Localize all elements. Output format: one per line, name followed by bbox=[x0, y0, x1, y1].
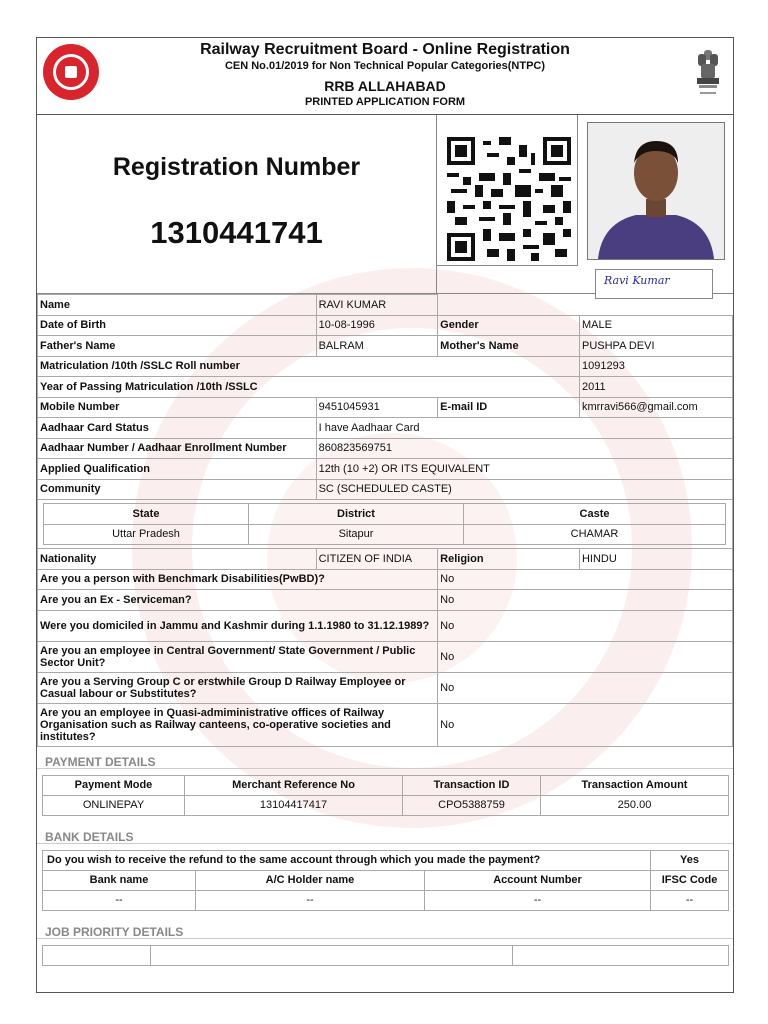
candidate-signature: Ravi Kumar bbox=[595, 269, 713, 299]
district-header: District bbox=[249, 504, 464, 525]
transaction-id-value: CPO5388759 bbox=[403, 795, 541, 815]
bank-table bbox=[42, 850, 729, 911]
answer-ex-serviceman: No bbox=[438, 590, 733, 611]
state-header: State bbox=[44, 504, 249, 525]
answer-railway-employee: No bbox=[438, 672, 733, 703]
table-row bbox=[38, 479, 733, 500]
registration-section bbox=[37, 115, 733, 294]
ifsc-header: IFSC Code bbox=[651, 870, 729, 890]
question-pwbd: Are you a person with Benchmark Disabilities(PwBD)? bbox=[38, 569, 438, 590]
job-priority-cell bbox=[151, 945, 513, 965]
answer-quasi-admin: No bbox=[438, 703, 733, 746]
answer-govt-employee: No bbox=[438, 641, 733, 672]
refund-question: Do you wish to receive the refund to the same account through which you made the payment? bbox=[43, 850, 651, 870]
form-header bbox=[37, 38, 733, 115]
caste-value: CHAMAR bbox=[464, 524, 726, 545]
header-board: RRB ALLAHABAD bbox=[324, 78, 446, 94]
bank-name-header: Bank name bbox=[43, 870, 196, 890]
community-label: Community bbox=[38, 479, 317, 500]
ifsc-value: -- bbox=[651, 890, 729, 910]
dob-value: 10-08-1996 bbox=[316, 315, 438, 336]
gender-value: MALE bbox=[579, 315, 732, 336]
table-row bbox=[38, 356, 733, 377]
question-quasi-admin: Are you an employee in Quasi-admiministrative offices of Railway Organisation such as Railway canteens, co-operative societies and institutes? bbox=[38, 703, 438, 746]
table-row bbox=[38, 418, 733, 439]
ashoka-emblem-icon bbox=[691, 44, 725, 102]
table-row bbox=[38, 672, 733, 703]
location-cell bbox=[38, 500, 733, 549]
merchant-ref-value: 13104417417 bbox=[185, 795, 403, 815]
question-govt-employee: Are you an employee in Central Government/ State Government / Public Sector Unit? bbox=[38, 641, 438, 672]
registration-number: 1310441741 bbox=[150, 215, 323, 250]
refund-answer: Yes bbox=[651, 850, 729, 870]
dob-label: Date of Birth bbox=[38, 315, 317, 336]
empty-cell bbox=[438, 295, 580, 316]
answer-jk-domicile: No bbox=[438, 610, 733, 641]
mother-label: Mother's Name bbox=[438, 336, 580, 357]
holder-name-header: A/C Holder name bbox=[196, 870, 425, 890]
name-value: RAVI KUMAR bbox=[316, 295, 438, 316]
mobile-label: Mobile Number bbox=[38, 397, 317, 418]
bank-name-value: -- bbox=[43, 890, 196, 910]
nationality-value: CITIZEN OF INDIA bbox=[316, 549, 438, 570]
roll-label: Matriculation /10th /SSLC Roll number bbox=[38, 356, 580, 377]
table-row bbox=[38, 610, 733, 641]
holder-name-value: -- bbox=[196, 890, 425, 910]
aadhaar-status-label: Aadhaar Card Status bbox=[38, 418, 317, 439]
account-number-value: -- bbox=[425, 890, 651, 910]
district-value: Sitapur bbox=[249, 524, 464, 545]
table-row bbox=[38, 703, 733, 746]
table-row bbox=[38, 549, 733, 570]
aadhaar-status-value: I have Aadhaar Card bbox=[316, 418, 732, 439]
question-ex-serviceman: Are you an Ex - Serviceman? bbox=[38, 590, 438, 611]
year-label: Year of Passing Matriculation /10th /SSLC bbox=[38, 377, 580, 398]
transaction-amount-header: Transaction Amount bbox=[541, 775, 729, 795]
gender-label: Gender bbox=[438, 315, 580, 336]
nationality-label: Nationality bbox=[38, 549, 317, 570]
payment-section-title: PAYMENT DETAILS bbox=[37, 747, 733, 769]
header-form-type: PRINTED APPLICATION FORM bbox=[304, 96, 466, 108]
roll-value: 1091293 bbox=[579, 356, 732, 377]
header-title: Railway Recruitment Board - Online Registration bbox=[200, 41, 570, 58]
transaction-id-header: Transaction ID bbox=[403, 775, 541, 795]
table-row bbox=[38, 315, 733, 336]
personal-details-table bbox=[37, 294, 733, 747]
table-row bbox=[38, 438, 733, 459]
table-row bbox=[38, 500, 733, 549]
header-notice: CEN No.01/2019 for Non Technical Popular Categories(NTPC) bbox=[224, 60, 546, 72]
name-label: Name bbox=[38, 295, 317, 316]
community-value: SC (SCHEDULED CASTE) bbox=[316, 479, 732, 500]
mother-value: PUSHPA DEVI bbox=[579, 336, 732, 357]
application-form bbox=[36, 37, 734, 993]
table-row bbox=[38, 295, 733, 316]
qr-box bbox=[437, 115, 578, 266]
answer-pwbd: No bbox=[438, 569, 733, 590]
table-row bbox=[38, 569, 733, 590]
state-value: Uttar Pradesh bbox=[44, 524, 249, 545]
email-value: kmrravi566@gmail.com bbox=[579, 397, 732, 418]
qr-code-icon bbox=[447, 137, 571, 261]
job-priority-section-title: JOB PRIORITY DETAILS bbox=[37, 917, 733, 939]
account-number-header: Account Number bbox=[425, 870, 651, 890]
table-row bbox=[38, 397, 733, 418]
aadhaar-value: 860823569751 bbox=[316, 438, 732, 459]
table-row bbox=[38, 590, 733, 611]
merchant-ref-header: Merchant Reference No bbox=[185, 775, 403, 795]
registration-box bbox=[37, 115, 437, 293]
religion-value: HINDU bbox=[579, 549, 732, 570]
email-label: E-mail ID bbox=[438, 397, 580, 418]
payment-mode-header: Payment Mode bbox=[43, 775, 185, 795]
job-priority-cell bbox=[513, 945, 729, 965]
location-table bbox=[43, 503, 726, 545]
aadhaar-label: Aadhaar Number / Aadhaar Enrollment Number bbox=[38, 438, 317, 459]
table-row bbox=[38, 377, 733, 398]
job-priority-cell bbox=[43, 945, 151, 965]
father-label: Father's Name bbox=[38, 336, 317, 357]
registration-label: Registration Number bbox=[112, 153, 361, 181]
table-row bbox=[38, 459, 733, 480]
candidate-photo bbox=[587, 122, 725, 260]
qualification-value: 12th (10 +2) OR ITS EQUIVALENT bbox=[316, 459, 732, 480]
photo-box bbox=[578, 115, 733, 293]
caste-header: Caste bbox=[464, 504, 726, 525]
mobile-value: 9451045931 bbox=[316, 397, 438, 418]
question-jk-domicile: Were you domiciled in Jammu and Kashmir during 1.1.1980 to 31.12.1989? bbox=[38, 610, 438, 641]
empty-cell bbox=[579, 295, 732, 316]
payment-mode-value: ONLINEPAY bbox=[43, 795, 185, 815]
job-priority-table bbox=[42, 945, 729, 966]
year-value: 2011 bbox=[579, 377, 732, 398]
qualification-label: Applied Qualification bbox=[38, 459, 317, 480]
question-railway-employee: Are you a Serving Group C or erstwhile Group D Railway Employee or Casual labour or Substitutes? bbox=[38, 672, 438, 703]
bank-section-title: BANK DETAILS bbox=[37, 822, 733, 844]
father-value: BALRAM bbox=[316, 336, 438, 357]
table-row bbox=[38, 336, 733, 357]
religion-label: Religion bbox=[438, 549, 580, 570]
payment-table bbox=[42, 775, 729, 816]
transaction-amount-value: 250.00 bbox=[541, 795, 729, 815]
table-row bbox=[38, 641, 733, 672]
